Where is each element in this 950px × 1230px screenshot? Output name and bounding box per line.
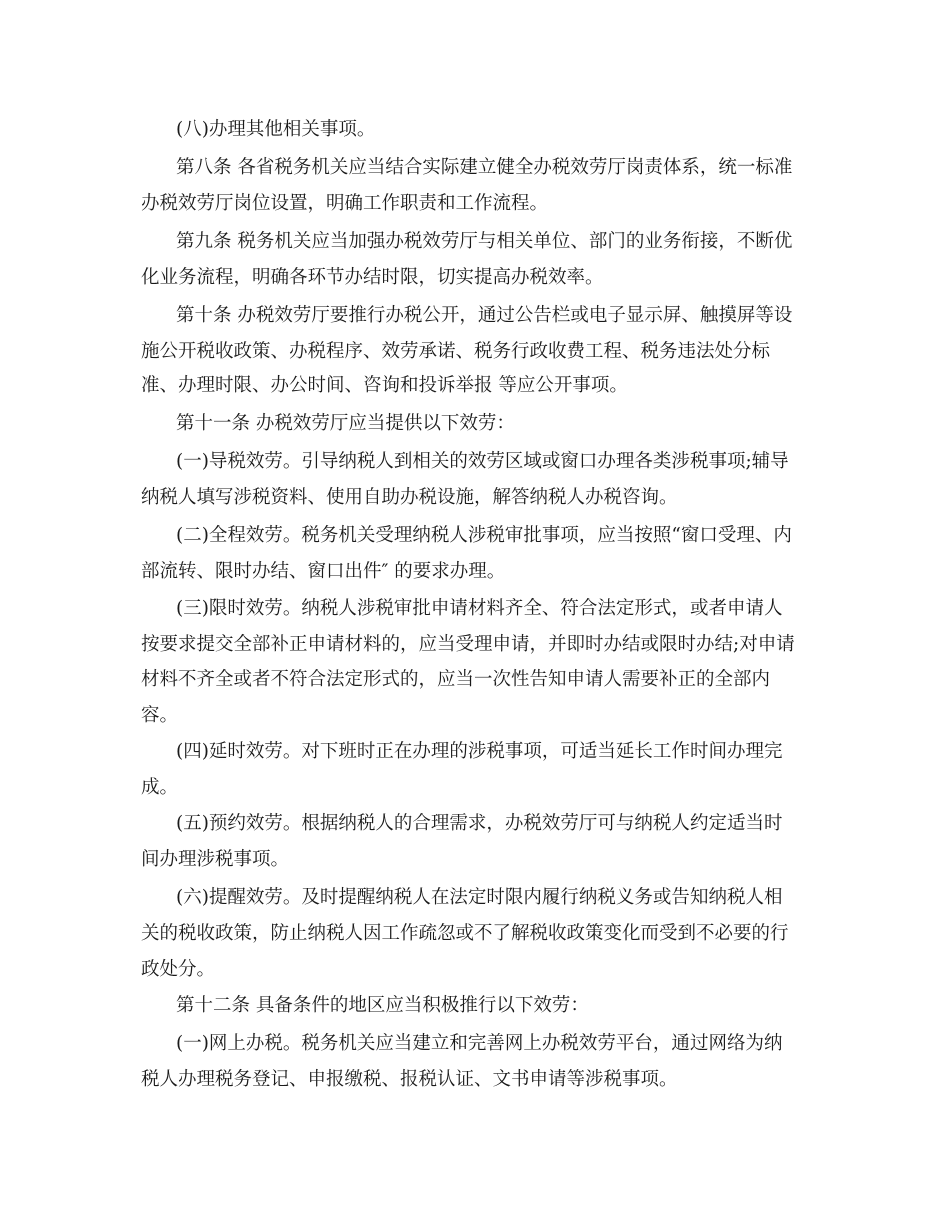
text-line: 施公开税收政策、办税程序、效劳承诺、税务行政收费工程、税务违法处分标 <box>141 341 771 362</box>
text-line: (二)全程效劳。税务机关受理纳税人涉税审批事项，应当按照“窗口受理、内 <box>176 525 792 546</box>
text-line: (四)延时效劳。对下班时正在办理的涉税事项，可适当延长工作时间办理完 <box>176 741 783 762</box>
text-line: (三)限时效劳。纳税人涉税审批申请材料齐全、符合法定形式，或者申请人 <box>176 598 783 619</box>
text-line: 第九条 税务机关应当加强办税效劳厅与相关单位、部门的业务衔接，不断优 <box>176 231 793 252</box>
text-line: 第十条 办税效劳厅要推行办税公开，通过公告栏或电子显示屏、触摸屏等设 <box>176 305 793 326</box>
text-line: 办税效劳厅岗位设置，明确工作职责和工作流程。 <box>141 193 549 214</box>
text-line: 税人办理税务登记、申报缴税、报税认证、文书申请等涉税事项。 <box>141 1069 678 1090</box>
text-line: 化业务流程，明确各环节办结时限，切实提高办税效率。 <box>141 267 604 288</box>
text-line: (一)网上办税。税务机关应当建立和完善网上办税效劳平台，通过网络为纳 <box>176 1033 783 1054</box>
text-line: 按要求提交全部补正申请材料的，应当受理申请，并即时办结或限时办结;对申请 <box>141 634 795 655</box>
text-line: 材料不齐全或者不符合法定形式的，应当一次性告知申请人需要补正的全部内 <box>141 669 771 690</box>
text-line: (六)提醒效劳。及时提醒纳税人在法定时限内履行纳税义务或告知纳税人相 <box>176 887 783 908</box>
text-line: (五)预约效劳。根据纳税人的合理需求，办税效劳厅可与纳税人约定适当时 <box>176 813 783 834</box>
text-line: 容。 <box>141 705 179 726</box>
text-line: 第十一条 办税效劳厅应当提供以下效劳： <box>176 413 515 434</box>
text-line: 准、办理时限、办公时间、咨询和投诉举报 等应公开事项。 <box>141 375 628 396</box>
text-line: (八)办理其他相关事项。 <box>176 119 376 140</box>
text-line: 间办理涉税事项。 <box>141 849 290 870</box>
text-line: (一)导税效劳。引导纳税人到相关的效劳区域或窗口办理各类涉税事项;辅导 <box>176 451 789 472</box>
text-line: 成。 <box>141 777 179 798</box>
text-line: 政处分。 <box>141 959 216 980</box>
text-line: 部流转、限时办结、窗口出件″ 的要求办理。 <box>141 561 506 582</box>
text-line: 关的税收政策，防止纳税人因工作疏忽或不了解税收政策变化而受到不必要的行 <box>141 923 789 944</box>
text-line: 纳税人填写涉税资料、使用自助办税设施，解答纳税人办税咨询。 <box>141 487 678 508</box>
text-line: 第八条 各省税务机关应当结合实际建立健全办税效劳厅岗责体系，统一标准 <box>176 157 793 178</box>
text-line: 第十二条 具备条件的地区应当积极推行以下效劳： <box>176 995 589 1016</box>
